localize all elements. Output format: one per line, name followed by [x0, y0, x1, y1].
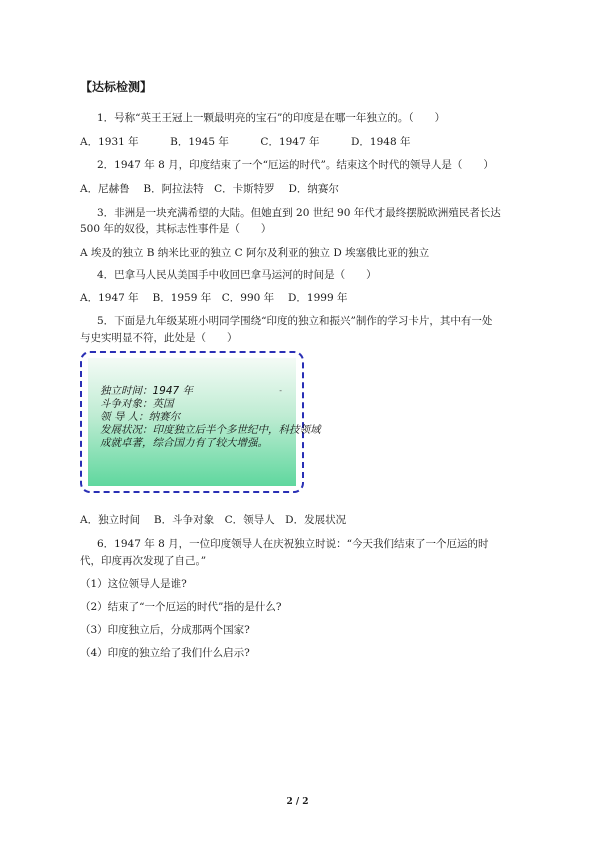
q6-sub3: （3）印度独立后，分成那两个国家?: [80, 624, 250, 636]
card-development-cont: 成就卓著，综合国力有了较大增强。: [100, 437, 268, 449]
q3-options: A 埃及的独立 B 纳米比亚的独立 C 阿尔及利亚的独立 D 埃塞俄比亚的独立: [80, 247, 430, 259]
q1-stem: 1．号称“英王王冠上一颗最明亮的宝石”的印度是在哪一年独立的。（ ）: [97, 112, 446, 124]
card-leader: 领 导 人：纳赛尔: [100, 411, 181, 423]
q6-stem-line2: 代，印度再次发现了自己。”: [80, 555, 207, 567]
q3-stem-line1: 3．非洲是一块充满希望的大陆。但她直到 20 世纪 90 年代才最终摆脱欧洲殖民者长达: [97, 207, 501, 219]
study-card: [80, 351, 321, 493]
q4-stem: 4．巴拿马人民从美国手中收回巴拿马运河的时间是（ ）: [97, 269, 377, 281]
q1-options: A．1931 年 B．1945 年 C．1947 年 D．1948 年: [80, 136, 411, 148]
q2-options: A．尼赫鲁 B．阿拉法特 C．卡斯特罗 D．纳赛尔: [80, 183, 339, 195]
q6-sub4: （4）印度的独立给了我们什么启示?: [80, 647, 250, 659]
q6-sub2: （2）结束了“一个厄运的时代”指的是什么?: [80, 601, 282, 613]
q2-stem: 2．1947 年 8 月，印度结束了一个“厄运的时代”。结束这个时代的领导人是（ ）: [97, 159, 494, 171]
page-number: 2 / 2: [286, 797, 309, 807]
section-title: 【达标检测】: [80, 80, 153, 94]
study-card-body: [88, 358, 321, 486]
card-mark: -: [279, 386, 282, 395]
q6-stem-line1: 6．1947 年 8 月，一位印度领导人在庆祝独立时说：“今天我们结束了一个厄运的时: [97, 538, 489, 550]
q3-stem-line2: 500 年的奴役，其标志性事件是（ ）: [80, 223, 272, 235]
q5-stem-line1: 5．下面是九年级某班小明同学围绕“印度的独立和振兴”制作的学习卡片，其中有一处: [97, 315, 493, 327]
q5-stem-line2: 与史实明显不符，此处是（ ）: [80, 332, 238, 344]
card-struggle-target: 斗争对象：英国: [100, 398, 174, 410]
q4-options: A．1947 年 B．1959 年 C．990 年 D．1999 年: [80, 292, 348, 304]
q6-sub1: （1）这位领导人是谁?: [80, 578, 187, 590]
card-independence-time: 独立时间：1947 年: [100, 385, 194, 397]
card-development: 发展状况：印度独立后半个多世纪中，科技领域: [100, 424, 321, 436]
q5-options: A．独立时间 B．斗争对象 C．领导人 D．发展状况: [80, 514, 347, 526]
